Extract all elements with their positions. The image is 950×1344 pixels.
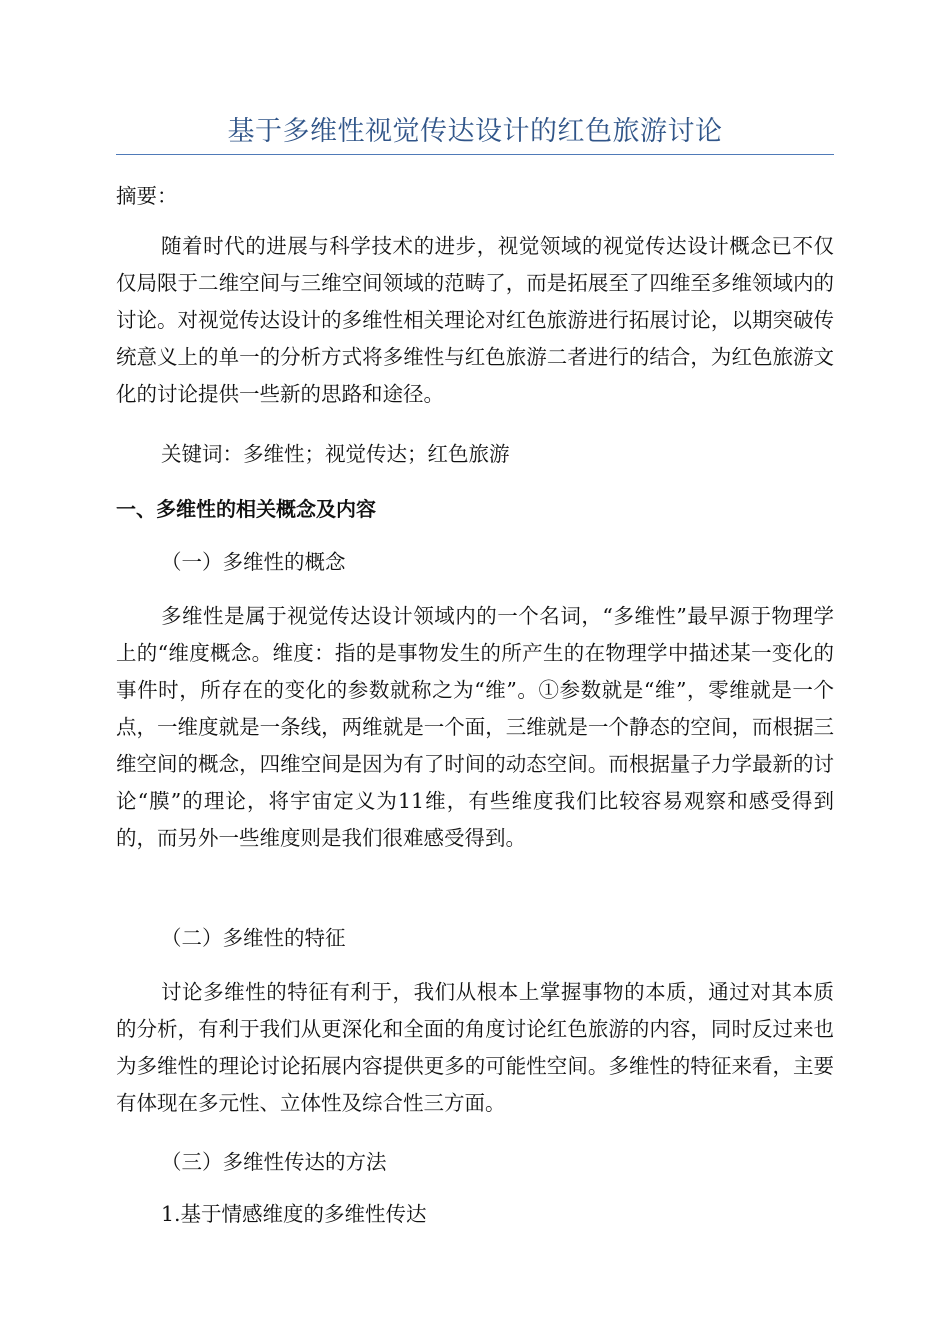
features-paragraph: 讨论多维性的特征有利于，我们从根本上掌握事物的本质，通过对其本质的分析，有利于我们从更深化和全面的角度讨论红色旅游的内容，同时反过来也为多维性的理论讨论拓展内容提供更多的可能性空间。多维性的特征来看，主要有体现在多元性、立体性及综合性三方面。 [116, 980, 834, 1115]
list-item-heading-1: 1.基于情感维度的多维性传达 [161, 1202, 427, 1226]
title-underline [116, 154, 834, 155]
subsection-heading-2: （二）多维性的特征 [161, 926, 346, 950]
keywords-line: 关键词：多维性；视觉传达；红色旅游 [161, 442, 510, 466]
title-block [116, 112, 834, 155]
abstract-paragraph: 随着时代的进展与科学技术的进步，视觉领域的视觉传达设计概念已不仅仅局限于二维空间与三维空间领域的范畴了，而是拓展至了四维至多维领域内的讨论。对视觉传达设计的多维性相关理论对红色旅游进行拓展讨论，以期突破传统意义上的单一的分析方式将多维性与红色旅游二者进行的结合，为红色旅游文化的讨论提供一些新的思路和途径。 [116, 234, 834, 406]
document-title: 基于多维性视觉传达设计的红色旅游讨论 [227, 116, 723, 147]
section-heading-1: 一、多维性的相关概念及内容 [116, 497, 376, 521]
abstract-label: 摘要： [116, 184, 178, 208]
concept-paragraph: 多维性是属于视觉传达设计领域内的一个名词，“多维性”最早源于物理学上的“维度概念。维度：指的是事物发生的所产生的在物理学中描述某一变化的事件时，所存在的变化的参数就称之为“维”。①参数就是“维”，零维就是一个点，一维度就是一条线，两维就是一个面，三维就是一个静态的空间，而根据三维空间的概念，四维空间是因为有了时间的动态空间。而根据量子力学最新的讨论“膜”的理论，将宇宙定义为11维，有些维度我们比较容易观察和感受得到的，而另外一些维度则是我们很难感受得到。 [116, 604, 834, 850]
subsection-heading-1: （一）多维性的概念 [161, 550, 346, 574]
subsection-heading-3: （三）多维性传达的方法 [161, 1150, 387, 1174]
